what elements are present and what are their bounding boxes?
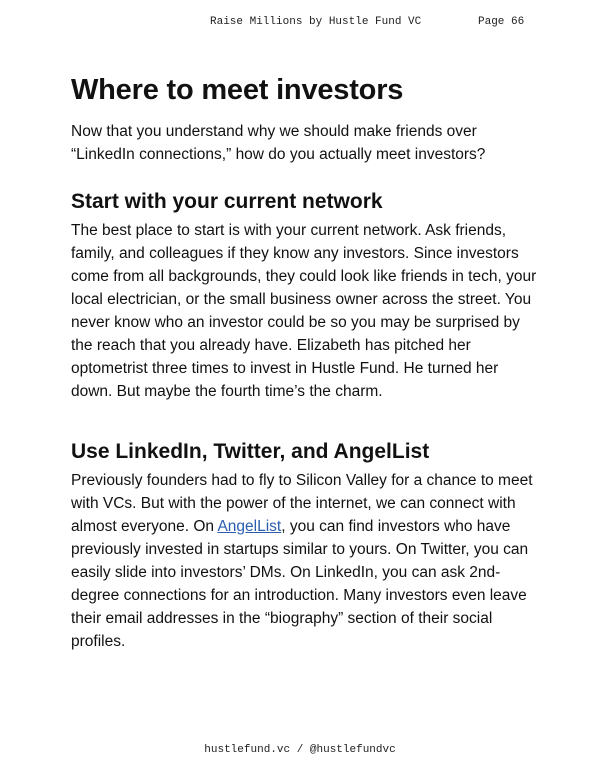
section-body-social-platforms [71,469,541,653]
section-heading-social-platforms: Use LinkedIn, Twitter, and AngelList [71,440,430,463]
page-title: Where to meet investors [71,74,404,106]
running-footer: hustlefund.vc / @hustlefundvc [204,744,396,756]
angellist-link[interactable]: AngelList [217,518,282,535]
body-text-after-link: , you can find investors who have previously invested in startups similar to yours. On Twitter, you can easily slide into investors’ DMs. On LinkedIn, you can ask 2nd-degree connections for an introduction. Many investors even leave their email addresses in the “biography” section of their social profiles. [71,518,529,650]
section-heading-current-network: Start with your current network [71,190,383,213]
intro-paragraph: Now that you understand why we should make friends over “LinkedIn connections,” how do you actually meet investors? [71,123,486,163]
book-title: Raise Millions by Hustle Fund VC [210,16,422,28]
page-content [71,70,541,653]
body-text-before-link: Previously founders had to fly to Silicon Valley for a chance to meet with VCs. But with the power of the internet, we can connect with almost everyone. On [71,472,533,535]
running-header [0,16,600,34]
section-body-current-network: The best place to start is with your current network. Ask friends, family, and colleagues if they know any investors. Since investors come from all backgrounds, they could look like friends in tech, your local electrician, or the small business owner across the street. You never know who an investor could be so you may be surprised by the reach that you already have. Elizabeth has pitched her optometrist three times to invest in Hustle Fund. He turned her down. But maybe the fourth time’s the charm. [71,222,537,400]
page-number: Page 66 [478,16,525,28]
